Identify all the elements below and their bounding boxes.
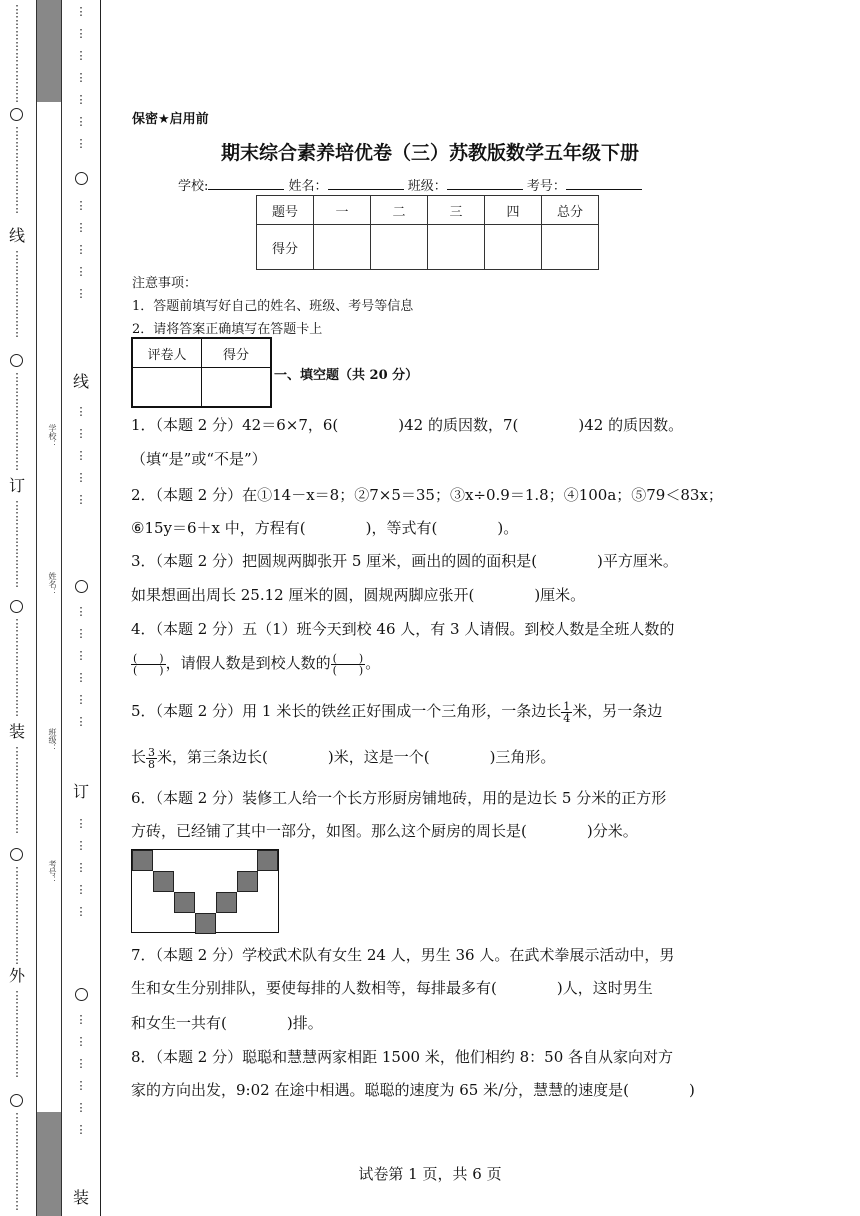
question-1-line-2: （填“是”或“不是”）: [131, 450, 267, 468]
margin-divider: [100, 0, 101, 1216]
notes-title: 注意事项：: [132, 276, 198, 291]
school-label: 学校:: [178, 179, 209, 194]
inner-label-line: 线: [72, 372, 89, 391]
name-blank[interactable]: [328, 177, 404, 190]
strip-label-school: 学校：: [48, 424, 57, 448]
floor-tile: [174, 892, 195, 913]
question-4-line-1: 4．（本题 2 分）五（1）班今天到校 46 人，有 3 人请假。到校人数是全班人数的: [131, 620, 675, 638]
floor-tile: [195, 913, 216, 934]
score-header: 一: [314, 196, 371, 225]
score-header: 三: [428, 196, 485, 225]
question-6-line-1: 6．（本题 2 分）装修工人给一个长方形厨房铺地砖，用的是边长 5 分米的正方形: [131, 789, 667, 807]
section-title: 一、填空题（共 20 分）: [274, 368, 419, 383]
score-header: 总分: [542, 196, 599, 225]
score-header: 四: [485, 196, 542, 225]
score-table: [256, 195, 599, 270]
question-3-line-2: 如果想画出周长 25.12 厘米的圆，圆规两脚应张开( )厘米。: [131, 586, 586, 604]
strip-shade-top: [37, 0, 61, 102]
binding-circle: [10, 848, 23, 861]
school-blank[interactable]: [208, 177, 284, 190]
margin-label-outer: 外: [8, 966, 25, 985]
binding-circle: [10, 600, 23, 613]
binding-circle: [75, 172, 88, 185]
page-title: 期末综合素养培优卷（三）苏教版数学五年级下册: [220, 142, 639, 164]
score-cell[interactable]: [314, 225, 371, 270]
question-1-line-1: 1．（本题 2 分）42＝6×7，6( )42 的质因数，7( )42 的质因数。: [131, 416, 684, 434]
notes: [132, 272, 413, 341]
floor-tile: [216, 892, 237, 913]
question-8-line-1: 8．（本题 2 分）聪聪和慧慧两家相距 1500 米，他们相约 8：50 各自从家向对方: [131, 1048, 674, 1066]
student-info-line: [178, 175, 642, 194]
strip-label-class: 班级：: [48, 728, 57, 752]
number-blank[interactable]: [566, 177, 642, 190]
strip-label-number: 考号：: [48, 860, 57, 884]
question-3-line-1: 3．（本题 2 分）把圆规两脚张开 5 厘米，画出的圆的面积是( )平方厘米。: [131, 552, 678, 570]
score-cell[interactable]: [371, 225, 428, 270]
margin-label-bind: 装: [8, 722, 25, 741]
fraction-blank[interactable]: $\frac{( )}{( )}$: [332, 651, 364, 677]
note-item: 1．答题前填写好自己的姓名、班级、考号等信息: [132, 299, 414, 314]
confidential-label: 保密★启用前: [132, 112, 209, 127]
binding-circle: [10, 108, 23, 121]
strip-label-name: 姓名：: [48, 572, 57, 596]
binding-circle: [75, 988, 88, 1001]
question-7-line-1: 7．（本题 2 分）学校武术队有女生 24 人，男生 36 人。在武术拳展示活动中，男: [131, 946, 675, 964]
floor-tile: [257, 850, 278, 871]
question-2-line-2: ⑥15y＝6＋x 中，方程有( )，等式有( )。: [131, 519, 519, 537]
question-5-line-2: 长 $\frac{3}{8}$ 米，第三条边长( )米，这是一个( )三角形。: [131, 745, 556, 771]
grader-score-label: 得分: [202, 338, 272, 368]
class-blank[interactable]: [447, 177, 523, 190]
score-header: 二: [371, 196, 428, 225]
number-label: 考号：: [526, 179, 566, 194]
outer-binding-line: ⋮ ⋮ ⋮ ⋮ ⋮ ⋮ ⋮ ⋮ ⋮ ⋮ ⋮ ⋮ ⋮ ⋮ ⋮ ⋮ ⋮ 线 ⋮ ⋮ ⋮ ⋮ ⋮ ⋮ ⋮ ⋮ ⋮ ⋮ ⋮ ⋮ ⋮ ⋮ ⋮ ⋮ ⋮ 订 ⋮ ⋮ ⋮ ⋮ ⋮ ⋮ ⋮ ⋮ ⋮ ⋮ ⋮ ⋮ ⋮ ⋮ ⋮ ⋮ ⋮ 装 ⋮ ⋮ ⋮ ⋮ ⋮ ⋮ ⋮ ⋮ ⋮ ⋮ ⋮ ⋮ ⋮ ⋮ ⋮ ⋮ ⋮ 外 ⋮ ⋮ ⋮ ⋮ ⋮ ⋮ ⋮ ⋮ ⋮ ⋮ ⋮ ⋮ ⋮ ⋮ ⋮ ⋮ ⋮: [8, 3, 25, 1212]
grader-cell[interactable]: [132, 368, 202, 408]
fraction-one-quarter: $\frac{1}{4}$: [563, 699, 571, 725]
question-4-line-2: $\frac{( )}{( )}$ ，请假人数是到校人数的 $\frac{( )}{( )}$ 。: [133, 651, 381, 677]
floor-tile-figure: [131, 849, 279, 933]
note-item: 2．请将答案正确填写在答题卡上: [132, 322, 323, 337]
question-7-line-3: 和女生一共有( )排。: [131, 1014, 323, 1032]
floor-tile: [132, 850, 153, 871]
fraction-blank[interactable]: $\frac{( )}{( )}$: [133, 651, 164, 677]
question-8-line-2: 家的方向出发，9:02 在途中相遇。聪聪的速度为 65 米/分，慧慧的速度是( ): [131, 1081, 695, 1099]
score-cell[interactable]: [428, 225, 485, 270]
score-row-label: 得分: [257, 225, 314, 270]
score-cell[interactable]: [485, 225, 542, 270]
grader-label: 评卷人: [132, 338, 202, 368]
inner-label-bind: 装: [72, 1188, 89, 1207]
binding-circle: [10, 1094, 23, 1107]
score-header: 题号: [257, 196, 314, 225]
score-cell[interactable]: [542, 225, 599, 270]
grader-score-cell[interactable]: [202, 368, 272, 408]
binding-circle: [75, 580, 88, 593]
binding-circle: [10, 354, 23, 367]
question-2-line-1: 2．（本题 2 分）在①14－x＝8；②7×5＝35；③x÷0.9＝1.8；④100a；⑤79＜83x；: [131, 486, 723, 504]
page-footer: 试卷第 1 页，共 6 页: [358, 1165, 502, 1183]
fraction-three-eighths: $\frac{3}{8}$: [148, 745, 156, 771]
floor-tile: [153, 871, 174, 892]
name-label: 姓名：: [288, 179, 328, 194]
inner-label-order: 订: [72, 782, 89, 801]
class-label: 班级：: [407, 179, 447, 194]
question-6-line-2: 方砖，已经铺了其中一部分，如图。那么这个厨房的周长是( )分米。: [131, 822, 638, 840]
grader-table: [131, 337, 272, 408]
inner-binding-line: ⋮ ⋮ ⋮ ⋮ ⋮ ⋮ ⋮ ⋮ ⋮ ⋮ ⋮ ⋮ 线 ⋮ ⋮ ⋮ ⋮ ⋮ ⋮ ⋮ ⋮ ⋮ ⋮ ⋮ 订 ⋮ ⋮ ⋮ ⋮ ⋮ ⋮ ⋮ ⋮ ⋮ ⋮ ⋮ 装: [72, 5, 89, 1207]
floor-tile: [237, 871, 258, 892]
margin-label-order: 订: [8, 476, 25, 495]
question-5-line-1: 5．（本题 2 分）用 1 米长的铁丝正好围成一个三角形，一条边长 $\frac{1}{4}$ 米，另一条边: [131, 699, 663, 725]
margin-label-line: 线: [8, 226, 25, 245]
binding-strip: [36, 0, 62, 1216]
question-7-line-2: 生和女生分别排队，要使每排的人数相等，每排最多有( )人，这时男生: [131, 979, 653, 997]
